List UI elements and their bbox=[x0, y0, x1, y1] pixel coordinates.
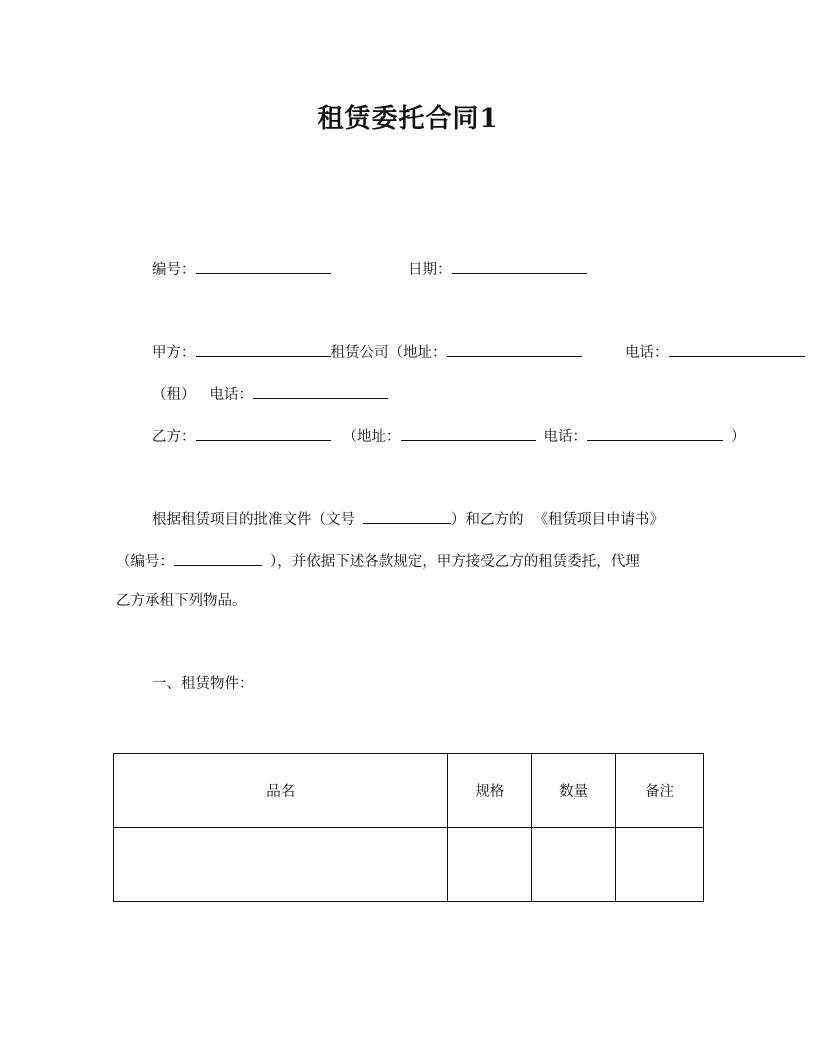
party-b-row bbox=[152, 424, 746, 447]
body-p2b: ），并依据下述各款规定，甲方接受乙方的租赁委托，代理 bbox=[270, 554, 640, 570]
application-number-blank[interactable] bbox=[174, 549, 262, 566]
rent-phone-label: 电话： bbox=[209, 387, 253, 403]
section-1-heading: 一、租赁物件： bbox=[152, 676, 254, 692]
table-cell-name[interactable] bbox=[114, 828, 448, 902]
body-paragraph-line-1 bbox=[152, 507, 664, 530]
date-label: 日期： bbox=[408, 262, 452, 278]
party-b-address-blank[interactable] bbox=[401, 424, 536, 441]
rent-label: （租） bbox=[152, 387, 196, 403]
number-label: 编号： bbox=[152, 262, 196, 278]
table-row bbox=[114, 828, 704, 902]
party-b-phone-blank[interactable] bbox=[587, 424, 723, 441]
party-b-label: 乙方： bbox=[152, 429, 196, 445]
body-paragraph-line-2 bbox=[116, 549, 640, 572]
party-b-phone-label: 电话： bbox=[543, 429, 587, 445]
party-a-name-blank[interactable] bbox=[196, 340, 331, 357]
items-table bbox=[113, 753, 704, 902]
party-a-phone-row bbox=[625, 340, 805, 363]
body-paragraph-line-3: 乙方承租下列物品。 bbox=[116, 593, 247, 609]
party-b-close: ） bbox=[731, 429, 746, 445]
date-field-row bbox=[408, 257, 587, 280]
table-cell-quantity[interactable] bbox=[532, 828, 616, 902]
party-a-label: 甲方： bbox=[152, 345, 196, 361]
table-cell-spec[interactable] bbox=[448, 828, 532, 902]
header-cell-remarks: 备注 bbox=[616, 754, 704, 828]
date-blank[interactable] bbox=[452, 257, 587, 274]
party-a-address-blank[interactable] bbox=[447, 340, 582, 357]
doc-number-blank[interactable] bbox=[363, 507, 451, 524]
party-a-row bbox=[152, 340, 582, 363]
header-cell-spec: 规格 bbox=[448, 754, 532, 828]
rent-phone-blank[interactable] bbox=[253, 382, 388, 399]
document-title: 租赁委托合同1 bbox=[317, 104, 499, 134]
header-cell-name: 品名 bbox=[114, 754, 448, 828]
body-p1a: 根据租赁项目的批准文件（文号 bbox=[152, 512, 355, 528]
body-p1c: 《租赁项目申请书》 bbox=[533, 512, 664, 528]
table-header-row bbox=[114, 754, 704, 828]
number-field-row bbox=[152, 257, 331, 280]
party-a-rent-phone-row bbox=[152, 382, 388, 405]
body-p1b: ）和乙方的 bbox=[451, 512, 524, 528]
party-b-name-blank[interactable] bbox=[196, 424, 331, 441]
table-cell-remarks[interactable] bbox=[616, 828, 704, 902]
header-cell-quantity: 数量 bbox=[532, 754, 616, 828]
party-a-company-text: 租赁公司（地址： bbox=[330, 345, 447, 361]
party-a-phone-label: 电话： bbox=[625, 345, 669, 361]
party-a-phone-blank[interactable] bbox=[669, 340, 805, 357]
number-blank[interactable] bbox=[196, 257, 331, 274]
party-b-address-label: （地址： bbox=[342, 429, 401, 445]
body-p2a: （编号： bbox=[116, 554, 174, 570]
